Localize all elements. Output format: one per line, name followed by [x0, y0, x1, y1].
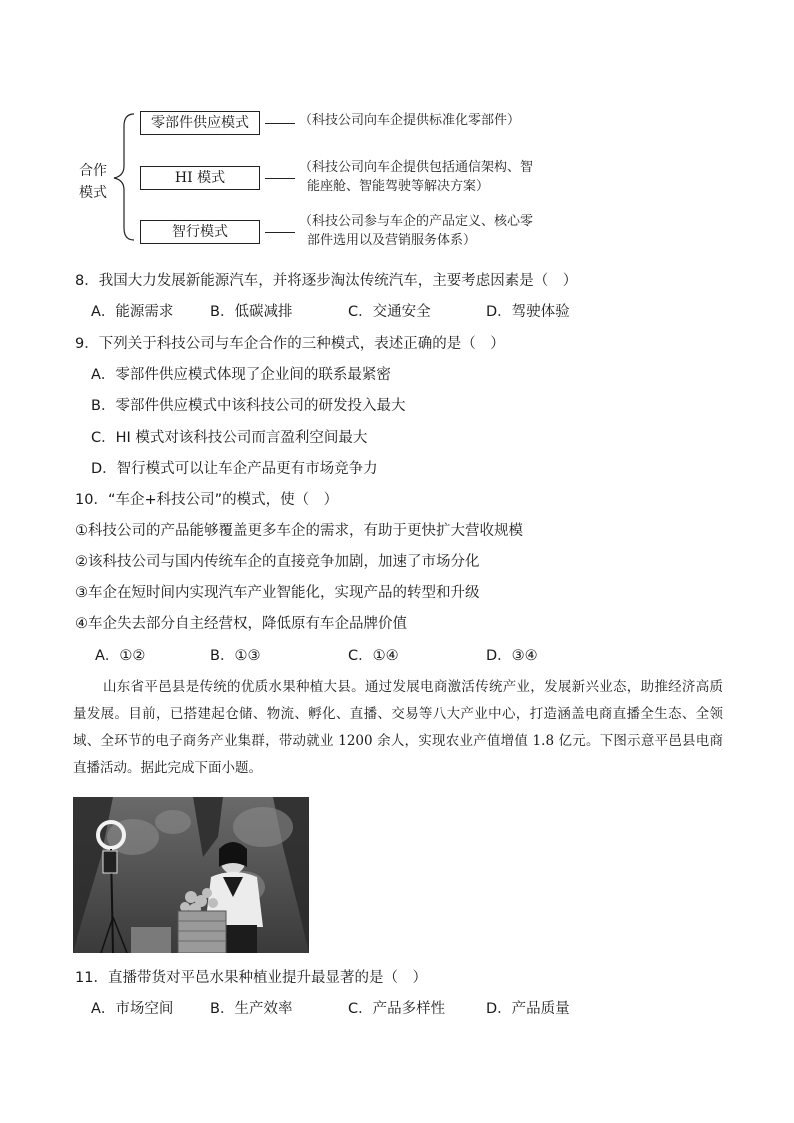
q10-option-b[interactable]: B．①③ — [210, 648, 261, 664]
note-line: （科技公司向车企提供标准化零部件） — [299, 113, 521, 128]
group-label-line1: 合作 — [79, 163, 107, 179]
q9-option-c[interactable]: C．HI 模式对该科技公司而言盈利空间最大 — [91, 430, 368, 446]
livestream-photo-drawing — [73, 797, 309, 953]
question-10-stem: 10．“车企+科技公司”的模式，使（ ） — [75, 492, 339, 508]
q11-option-b[interactable]: B．生产效率 — [210, 1001, 293, 1017]
q11-option-a[interactable]: A．市场空间 — [91, 1001, 174, 1017]
group-label-line2: 模式 — [79, 185, 107, 201]
q10-option-c[interactable]: C．①④ — [348, 648, 399, 664]
q10-statement-3: ③车企在短时间内实现汽车产业智能化，实现产品的转型和升级 — [75, 585, 480, 601]
q9-option-d[interactable]: D．智行模式可以让车企产品更有市场竞争力 — [91, 461, 378, 477]
q8-option-a[interactable]: A．能源需求 — [91, 304, 174, 320]
note-line: （科技公司参与车企的产品定义、核心零 — [299, 214, 534, 229]
note-line: （科技公司向车企提供包括通信架构、智 — [299, 160, 534, 175]
passage-text: 山东省平邑县是传统的优质水果种植大县。通过发展电商激活传统产业，发展新兴业态，助推经济高质量发展。目前，已搭建起仓储、物流、孵化、直播、交易等八大产业中心，打造涵盖电商直播全生态、全领域、全环节的电子商务产业集群，带动就业 1200 余人，实现农业产值增值 1.8 亿元。下图示意平邑县电商直播活动。据此完成下面小题。 — [73, 679, 723, 776]
mode-box-smart-travel: 智行模式 — [140, 220, 260, 244]
connector-line — [265, 178, 295, 179]
note-line: 能座舱、智能驾驶等解决方案） — [307, 179, 490, 194]
q10-statement-1: ①科技公司的产品能够覆盖更多车企的需求，有助于更快扩大营收规模 — [75, 523, 523, 539]
mode-note-smart-travel — [299, 212, 533, 250]
q10-statement-4: ④车企失去部分自主经营权，降低原有车企品牌价值 — [75, 616, 407, 632]
connector-line — [265, 123, 295, 124]
q10-statement-2: ②该科技公司与国内传统车企的直接竞争加剧，加速了市场分化 — [75, 554, 480, 570]
livestream-photo — [73, 797, 309, 953]
q8-option-b[interactable]: B．低碳减排 — [210, 304, 293, 320]
question-9-stem: 9．下列关于科技公司与车企合作的三种模式，表述正确的是（ ） — [75, 336, 505, 352]
q8-option-d[interactable]: D．驾驶体验 — [486, 304, 570, 320]
q10-option-d[interactable]: D．③④ — [486, 648, 538, 664]
mode-box-hi: HI 模式 — [140, 166, 260, 190]
q11-option-d[interactable]: D．产品质量 — [486, 1001, 570, 1017]
mode-box-parts-supply: 零部件供应模式 — [140, 111, 260, 135]
curly-brace — [110, 112, 140, 242]
q8-option-c[interactable]: C．交通安全 — [348, 304, 431, 320]
question-11-stem: 11．直播带货对平邑水果种植业提升最显著的是（ ） — [75, 970, 427, 986]
mode-note-parts-supply — [299, 111, 520, 130]
question-8-stem: 8．我国大力发展新能源汽车，并将逐步淘汰传统汽车，主要考虑因素是（ ） — [75, 273, 578, 289]
q11-option-c[interactable]: C．产品多样性 — [348, 1001, 446, 1017]
mode-note-hi — [299, 158, 533, 196]
q9-option-a[interactable]: A．零部件供应模式体现了企业间的联系最紧密 — [91, 367, 391, 383]
q10-option-a[interactable]: A．①② — [95, 648, 146, 664]
connector-line — [265, 232, 295, 233]
reading-passage — [73, 674, 723, 782]
note-line: 部件选用以及营销服务体系） — [307, 233, 477, 248]
q9-option-b[interactable]: B．零部件供应模式中该科技公司的研发投入最大 — [91, 398, 406, 414]
